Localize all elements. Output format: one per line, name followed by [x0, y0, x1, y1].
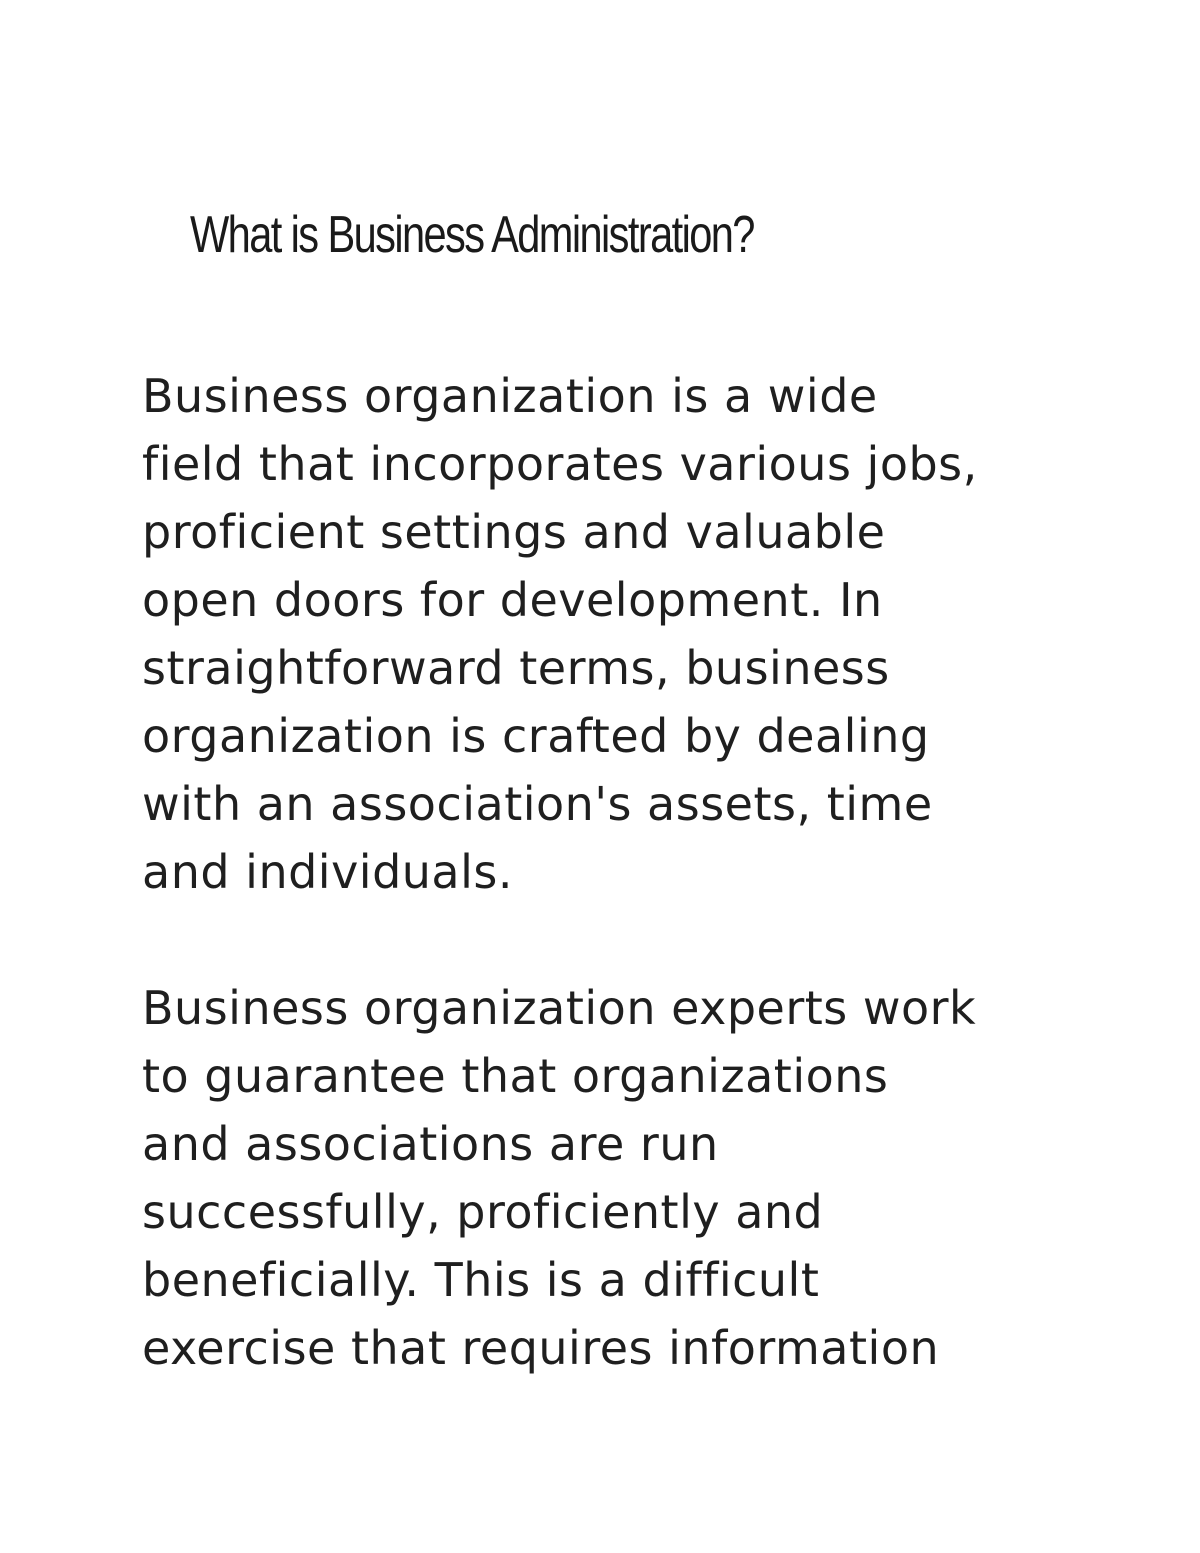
paragraph-line: successfully, proficiently and: [142, 1185, 824, 1239]
paragraph-line: straightforward terms, business: [142, 641, 890, 695]
paragraph-line: exercise that requires information: [142, 1321, 940, 1375]
paragraph-line: and associations are run: [142, 1117, 719, 1171]
paragraph-line: open doors for development. In: [142, 573, 883, 627]
paragraph-line: to guarantee that organizations: [142, 1049, 889, 1103]
paragraph-line: organization is crafted by dealing: [142, 709, 930, 763]
paragraph-line: Business organization experts work: [142, 981, 977, 1035]
paragraph-2: [142, 974, 1102, 1382]
paragraph-1: [142, 362, 1102, 906]
paragraph-line: field that incorporates various jobs,: [142, 437, 978, 491]
paragraph-line: and individuals.: [142, 845, 513, 899]
paragraph-line: proficient settings and valuable: [142, 505, 886, 559]
paragraph-line: beneficially. This is a difficult: [142, 1253, 820, 1307]
paragraph-line: Business organization is a wide: [142, 369, 878, 423]
page-title: What is Business Administration?: [190, 206, 754, 264]
paragraph-line: with an association's assets, time: [142, 777, 933, 831]
